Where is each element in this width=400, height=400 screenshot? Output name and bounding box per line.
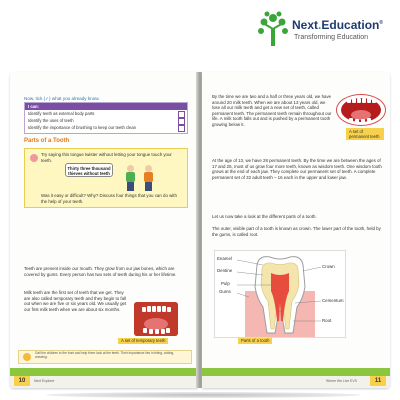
activity-question: Was it easy or difficult? Why? Discuss four things that you can do with the help of your teeth. (41, 193, 177, 204)
tree-logo-icon (256, 10, 290, 48)
page-number: 11 (370, 376, 386, 386)
brand-tagline: Transforming Education (294, 34, 369, 41)
caption-temporary-teeth: A set of temporary teeth (118, 338, 168, 344)
checklist-table (24, 102, 188, 134)
checklist-item: Identify teeth as external body parts (28, 111, 95, 116)
label-root: Root (322, 318, 332, 323)
grass-border (10, 368, 198, 376)
temporary-teeth-image (134, 302, 178, 336)
right-page (202, 72, 390, 388)
checklist-item: Identify the importance of brushing to keep our teeth clean (28, 125, 137, 130)
teacher-note-strip: Gall the children to the front and help them look at the teeth. Their importance lies in biting, cutting, chewing. (18, 350, 192, 364)
brand-name: Next.Education® (292, 18, 384, 32)
tick-instruction: Now, tick (✓) what you already know. (24, 96, 100, 101)
section-title: Parts of a Tooth (24, 138, 70, 144)
checkbox[interactable] (178, 118, 185, 125)
tongue-twister-phrase: Thirty three thousand thieves without teeth (65, 163, 113, 177)
page-footer (202, 368, 390, 388)
page-number: 10 (14, 376, 30, 386)
body-paragraph: By the time we are two and a half or three years old, we have around 20 milk teeth. When we are about 13 years old, we lose all our milk teeth and get a new set of teeth, called permanent teeth. The permanent teeth remain throughout our life. A milk tooth falls out and is pushed by a permanent tooth growing below it. (212, 94, 332, 127)
footer-brand: Next Explorer (34, 379, 55, 383)
label-cementum: Cementum (322, 298, 344, 303)
label-dentine: Dentine (217, 268, 233, 273)
next-education-logo (256, 10, 396, 50)
activity-instruction: Try saying this tongue twister without letting your tongue touch your teeth. (41, 152, 172, 163)
note-icon (23, 353, 31, 361)
permanent-teeth-image (336, 94, 386, 126)
body-paragraph: At the age of 13, we have 28 permanent teeth. By the time we are between the ages of 17 and 25, most of us grow four more teeth, known as wisdom teeth. One wisdom tooth grows at the end of each jaw. They complete our permanent set of teeth. A complete permanent set of 32 adult teeth – 16 each in the upper and lower jaw. (212, 158, 382, 180)
boy-illustration (125, 165, 135, 191)
label-crown: Crown (322, 264, 335, 269)
body-paragraph: Milk teeth are the first set of teeth that we get. They are also called temporary teeth and they begin to fall out when we are five or six years old. We usually get our first milk teeth when we are about six months. (24, 290, 127, 312)
checklist-item: Identify the uses of teeth (28, 118, 74, 123)
footer-brand: Where We Live EVS (326, 379, 357, 383)
book-shadow (46, 392, 360, 398)
tongue-icon (30, 154, 38, 162)
page-footer (10, 368, 198, 388)
tooth-diagram (214, 250, 346, 338)
checkbox[interactable] (178, 111, 185, 118)
body-paragraph: The outer, visible part of a tooth is known as crown. The lower part of the tooth, held by the gums, is called root. (212, 226, 381, 237)
activity-box (24, 148, 188, 208)
label-enamel: Enamel (217, 256, 232, 261)
grass-border (202, 368, 390, 376)
open-book (10, 72, 392, 390)
caption-tooth-diagram: Parts of a tooth (238, 338, 272, 344)
body-paragraph: Teeth are present inside our mouth. They grow from our jaw bones, which are covered by gums. Every person has two sets of teeth during his or her lifetime. (24, 266, 177, 277)
left-page (10, 72, 198, 388)
checklist-header: I can: (25, 103, 187, 110)
caption-permanent-teeth: A set of permanent teeth (346, 128, 384, 140)
checkbox[interactable] (178, 125, 185, 132)
label-gums: Gums (219, 289, 231, 294)
boy-illustration (143, 165, 153, 191)
body-paragraph: Let us now take a look at the different parts of a tooth. (212, 214, 317, 219)
label-pulp: Pulp (221, 281, 230, 286)
